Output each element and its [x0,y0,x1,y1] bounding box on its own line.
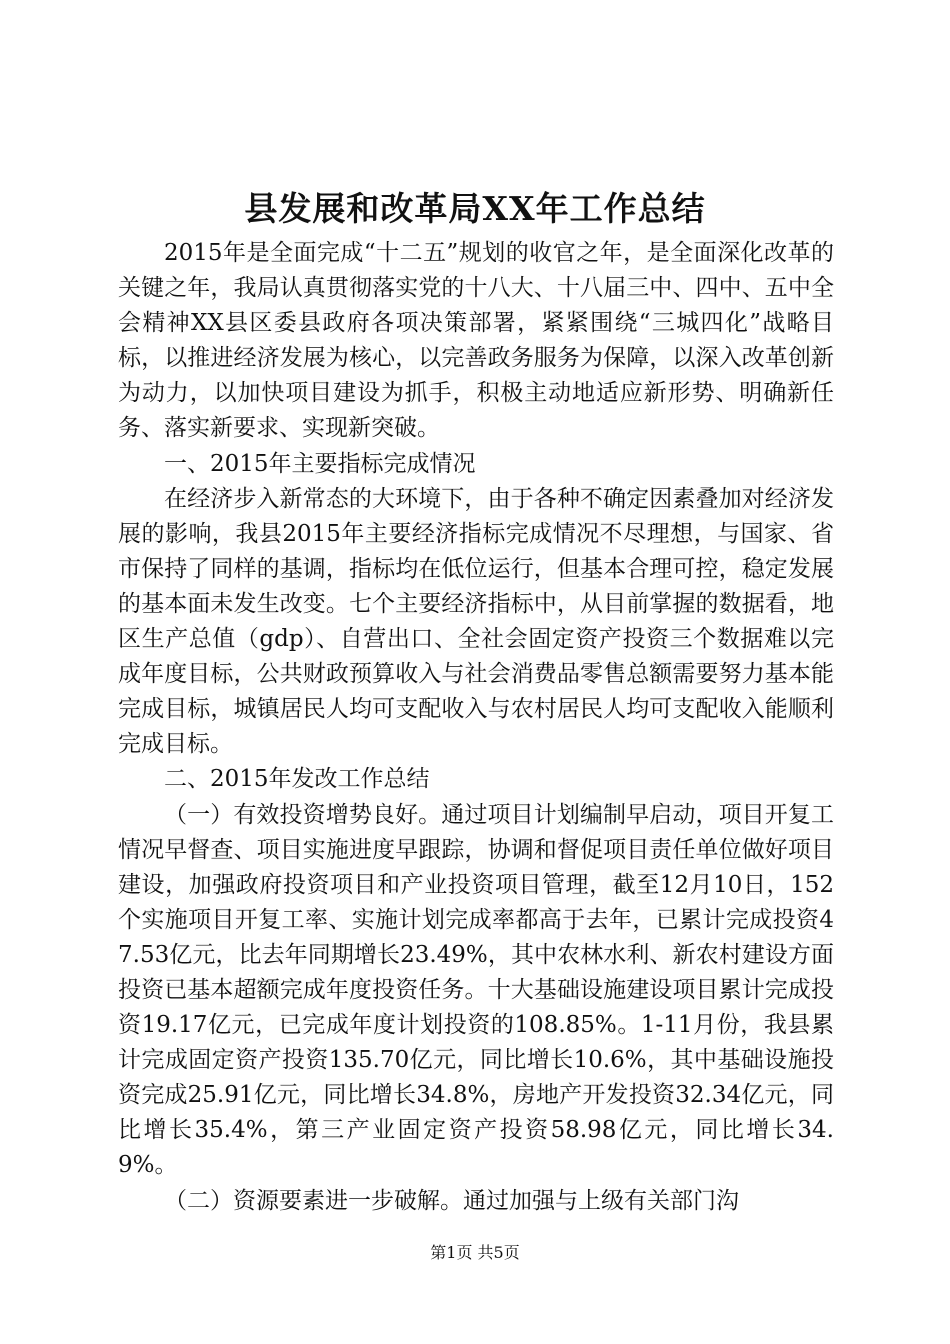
paragraph-investment: （一）有效投资增势良好。通过项目计划编制早启动，项目开复工情况早督查、项目实施进度早跟踪，协调和督促项目责任单位做好项目建设，加强政府投资项目和产业投资项目管理，截至12月10日，152个实施项目开复工率、实施计划完成率都高于去年，已累计完成投资47.53亿元，比去年同期增长23.49%，其中农林水利、新农村建设方面投资已基本超额完成年度投资任务。十大基础设施建设项目累计完成投资19.17亿元，已完成年度计划投资的108.85%。1-11月份，我县累计完成固定资产投资135.70亿元，同比增长10.6%，其中基础设施投资完成25.91亿元，同比增长34.8%，房地产开发投资32.34亿元，同比增长35.4%，第三产业固定资产投资58.98亿元，同比增长34.9%。 [118,801,834,1179]
document-body [118,236,834,1219]
paragraph-resources: （二）资源要素进一步破解。通过加强与上级有关部门沟 [164,1187,739,1214]
section-heading-2: 二、2015年发改工作总结 [164,766,430,793]
paragraph-indicators: 在经济步入新常态的大环境下，由于各种不确定因素叠加对经济发展的影响，我县2015年主要经济指标完成情况不尽理想，与国家、省市保持了同样的基调，指标均在低位运行，但基本合理可控，稳定发展的基本面未发生改变。七个主要经济指标中，从目前掌握的数据看，地区生产总值（gdp）、自营出口、全社会固定资产投资三个数据难以完成年度目标，公共财政预算收入与社会消费品零售总额需要努力基本能完成目标，城镇居民人均可支配收入与农村居民人均可支配收入能顺利完成目标。 [118,485,834,758]
page-number-footer: 第1页 共5页 [430,1243,520,1262]
document-title: 县发展和改革局XX年工作总结 [244,189,706,228]
section-heading-1: 一、2015年主要指标完成情况 [164,450,476,477]
paragraph-intro: 2015年是全面完成“十二五”规划的收官之年，是全面深化改革的关键之年，我局认真贯彻落实党的十八大、十八届三中、四中、五中全会精神XX县区委县政府各项决策部署，紧紧围绕“三城四化”战略目标，以推进经济发展为核心，以完善政务服务为保障，以深入改革创新为动力，以加快项目建设为抓手，积极主动地适应新形势、明确新任务、落实新要求、实现新突破。 [118,240,834,442]
